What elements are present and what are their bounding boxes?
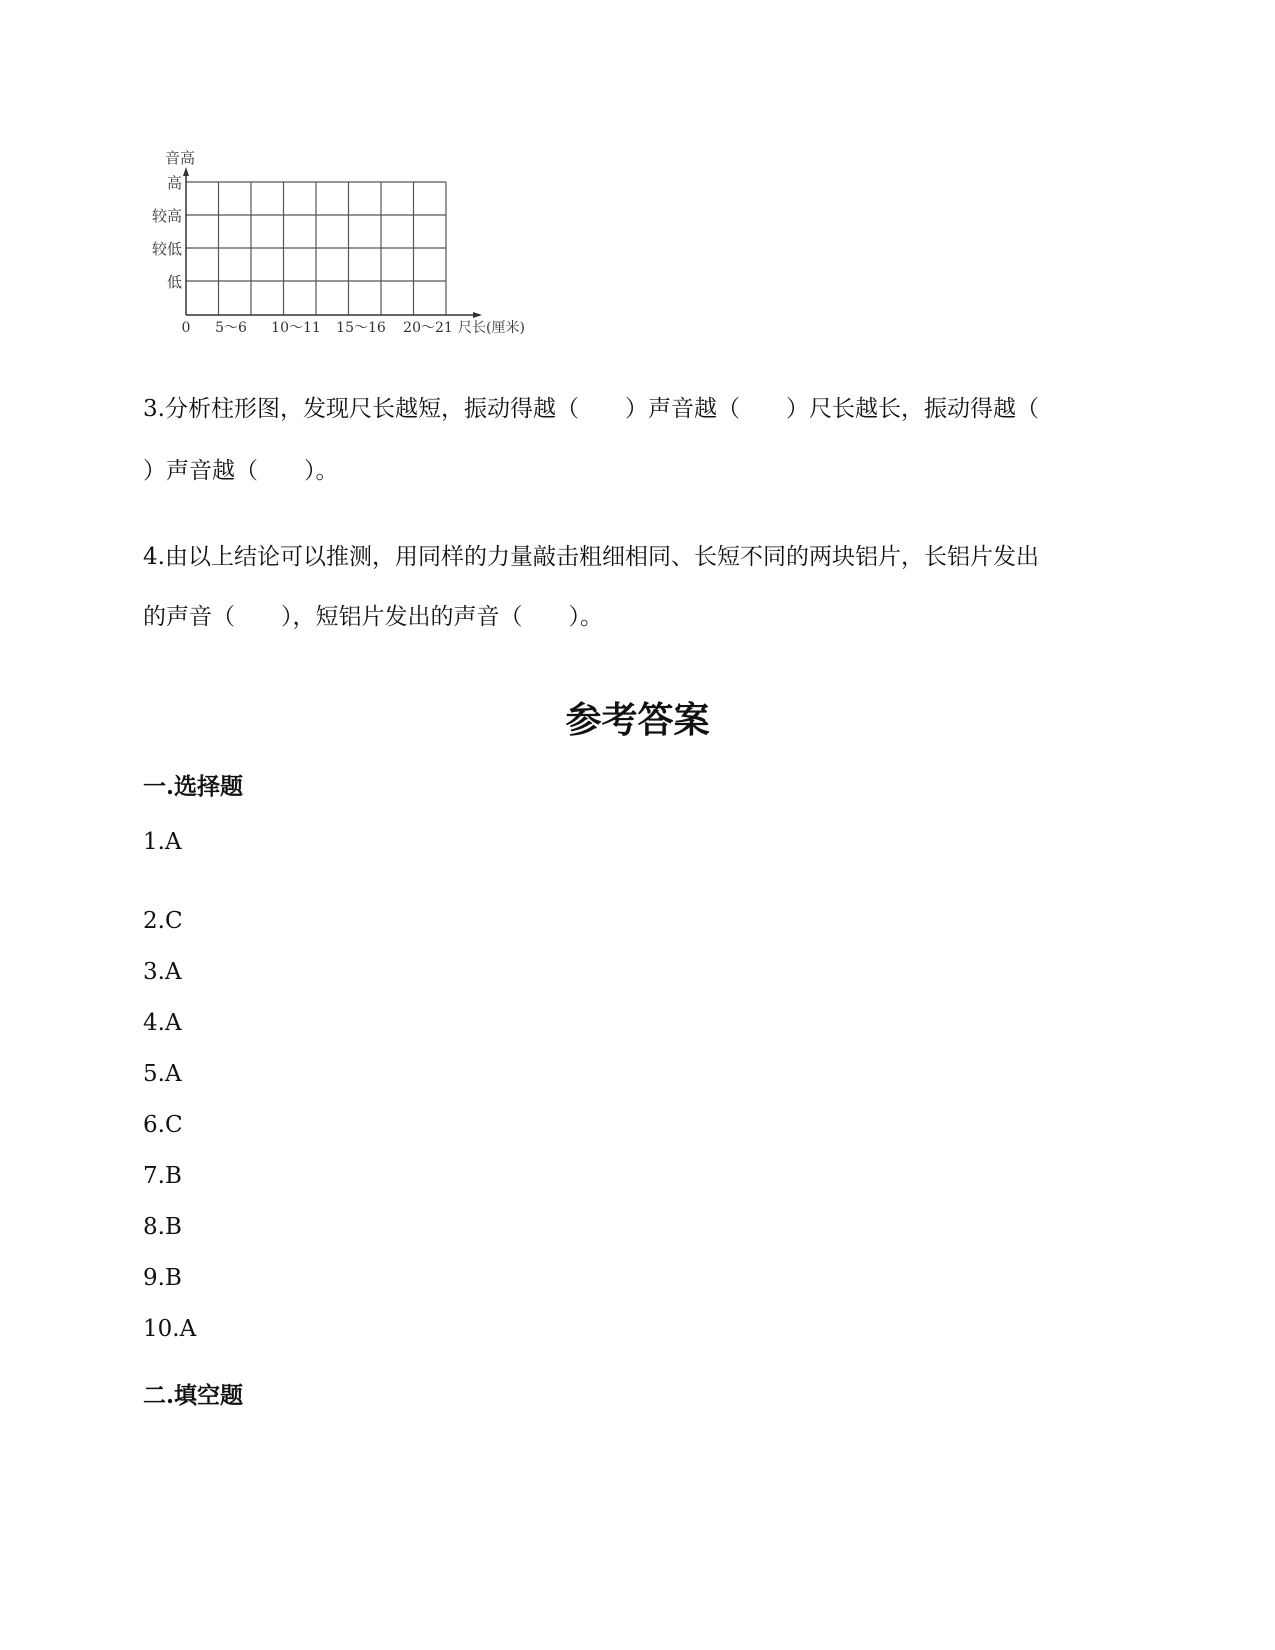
- y-tick-labels: [152, 174, 182, 291]
- y-axis-arrow: [183, 167, 189, 176]
- x-tick-label: 0: [181, 320, 191, 336]
- section-heading-choice: 一.选择题: [143, 773, 244, 800]
- chart-grid: [186, 182, 446, 315]
- question-3-line-2: ）声音越（ ）。: [143, 458, 339, 484]
- x-axis-label: 尺长(厘米): [458, 320, 525, 336]
- y-tick-label: 低: [166, 273, 182, 291]
- answer-item: 8.B: [143, 1214, 182, 1240]
- answer-item: 4.A: [143, 1010, 182, 1036]
- y-axis-label: 音高: [165, 149, 196, 167]
- y-tick-label: 较高: [151, 207, 182, 225]
- chart-axes: [183, 167, 482, 318]
- answer-item: 9.B: [143, 1265, 182, 1291]
- question-3-line-1: 3.分析柱形图，发现尺长越短，振动得越（ ）声音越（ ）尺长越长，振动得越（: [143, 396, 1039, 422]
- x-tick-labels: [182, 320, 453, 336]
- answer-key-title: 参考答案: [565, 699, 710, 741]
- x-tick-label: 10～11: [271, 320, 321, 336]
- answer-item: 7.B: [143, 1163, 182, 1189]
- answer-item: 2.C: [143, 908, 183, 934]
- x-tick-label: 15～16: [336, 320, 386, 336]
- answer-item: 10.A: [143, 1316, 197, 1342]
- answer-item: 6.C: [143, 1112, 183, 1138]
- answer-item: 1.A: [143, 829, 182, 855]
- answer-item: 3.A: [143, 959, 182, 985]
- pitch-length-chart: [140, 145, 570, 360]
- answer-item: 5.A: [143, 1061, 182, 1087]
- x-tick-label: 5～6: [215, 320, 247, 336]
- question-4-line-1: 4.由以上结论可以推测，用同样的力量敲击粗细相同、长短不同的两块铝片，长铝片发出: [143, 544, 1039, 570]
- x-tick-label: 20～21: [403, 320, 453, 336]
- question-4-line-2: 的声音（ ），短铝片发出的声音（ ）。: [143, 604, 603, 630]
- section-heading-fill-blank: 二.填空题: [143, 1382, 244, 1409]
- y-tick-label: 较低: [151, 240, 182, 258]
- x-axis-arrow: [473, 312, 482, 318]
- y-tick-label: 高: [166, 174, 182, 192]
